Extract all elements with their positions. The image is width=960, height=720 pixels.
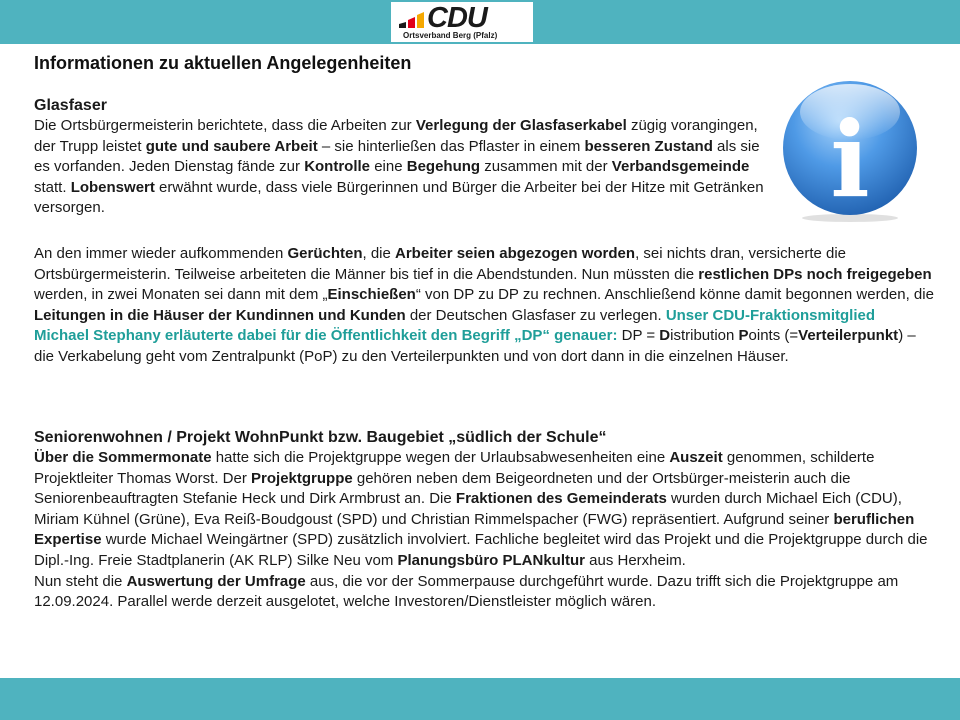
text-run: “ von DP zu DP zu rechnen. Anschließend könne damit begonnen werden, die: [415, 286, 934, 304]
text-run: – sie hinterließen das Pflaster in einem: [317, 137, 585, 155]
text-run: statt.: [34, 178, 71, 196]
bold-text: Auszeit: [669, 449, 723, 466]
seniorenwohnen-heading: Seniorenwohnen / Projekt WohnPunkt bzw. Baugebiet „südlich der Schule“: [34, 429, 607, 446]
bold-text: Kontrolle: [304, 158, 371, 176]
text-run: gehören neben dem Beigeordneten und der Ortsbürger-meisterin auch die Seniorenbeauftragten Stefanie Heck und Dirk Armbrust an. Die: [34, 469, 851, 508]
text-run: , sei nichts dran, versicherte die Ortsbürgermeisterin. Teilweise arbeiteten die Männer bis tief in die Abendstunden. Nun müssten die: [34, 245, 847, 283]
bold-text: Auswertung der Umfrage: [126, 572, 306, 590]
text-run: aus Herxheim.: [584, 551, 686, 569]
bold-text: gute und saubere Arbeit: [145, 137, 318, 155]
section-seniorenwohnen: [34, 427, 934, 613]
bold-text: Verteilerpunkt: [798, 327, 899, 345]
bold-text: Fraktionen des Gemeinderats: [455, 490, 667, 508]
text-run: Die Ortsbürgermeisterin berichtete, dass die Arbeiten zur: [34, 117, 416, 134]
bold-text: Lobenswert: [70, 178, 155, 196]
text-run: zusammen mit der: [480, 158, 612, 176]
text-run: wurden durch Michael Eich (CDU), Miriam Kühnel (Grüne), Eva Reiß-Boudgoust (SPD) und Christian Rimmelspacher (FWG) repräsentiert. Aufgrund seiner: [34, 490, 902, 528]
bold-text: D: [659, 327, 671, 345]
text-run: als sie es vorfanden. Jeden Dienstag fände zur: [34, 137, 760, 176]
seniorenwohnen-paragraph-1: [34, 449, 928, 569]
highlight-text: Unser CDU-Fraktionsmitglied Michael Stephany erläuterte dabei für die Öffentlichkeit den Begriff „DP“ genauer:: [34, 306, 876, 345]
glasfaser-paragraph-2: [34, 244, 934, 368]
bold-text: Gerüchten: [287, 245, 363, 262]
cdu-logo: [391, 2, 533, 42]
cdu-stripes-icon: [399, 10, 425, 28]
text-run: An den immer wieder aufkommenden: [34, 245, 288, 262]
glasfaser-heading: Glasfaser: [34, 97, 107, 114]
bold-text: Verbandsgemeinde: [611, 158, 750, 176]
text-run: werden, in zwei Monaten sei dann mit dem „: [34, 286, 328, 304]
bold-text: Verlegung der Glasfaserkabel: [415, 117, 627, 134]
bold-text: beruflichen Expertise: [34, 510, 915, 549]
bold-text: Arbeiter seien abgezogen worden: [395, 245, 636, 262]
text-run: erwähnt wurde, dass viele Bürgerinnen und Bürger die Arbeiter bei der Hitze mit Getränken versorgen.: [34, 178, 764, 217]
text-run: Nun steht die: [34, 572, 127, 590]
text-run: hatte sich die Projektgruppe wegen der Urlaubsabwesenheiten eine: [211, 449, 670, 466]
logo-brand: CDU: [427, 2, 487, 34]
text-run: oints (=: [748, 327, 799, 345]
text-run: , die: [362, 245, 396, 262]
bottom-bar: [0, 678, 960, 720]
text-run: zügig vorangingen, der Trupp leistet: [34, 117, 758, 155]
info-icon: [781, 78, 919, 223]
info-glyph: i: [830, 98, 870, 221]
bold-text: besseren Zustand: [584, 137, 713, 155]
seniorenwohnen-paragraph-2: [34, 573, 898, 611]
text-run: eine: [370, 158, 407, 176]
text-run: genommen, schilderte Projektleiter Thomas Worst. Der: [34, 449, 875, 487]
section-glasfaser: [34, 95, 774, 219]
text-run: DP =: [617, 327, 660, 345]
bold-text: P: [738, 327, 749, 345]
bold-text: Begehung: [406, 158, 481, 176]
bold-text: Über die Sommermonate: [34, 449, 212, 466]
bold-text: Planungsbüro PLANkultur: [397, 551, 585, 569]
text-run: wurde Michael Weingärtner (SPD) zusätzlich involviert. Fachliche begleitet wird das Projekt und die Projektgruppe durch die Dipl.-Ing. Freie Stadtplanerin (AK RLP) Silke Neu vom: [34, 531, 928, 569]
bold-text: Projektgruppe: [251, 469, 353, 487]
text-run: ) – die Verkabelung geht vom Zentralpunkt (PoP) zu den Verteilerpunkten und von dort dann in die einzelnen Häuser.: [34, 327, 916, 365]
text-run: der Deutschen Glasfaser zu verlegen.: [405, 306, 666, 324]
page-title: Informationen zu aktuellen Angelegenheiten: [34, 53, 412, 73]
bold-text: Leitungen in die Häuser der Kundinnen und Kunden: [34, 306, 406, 324]
logo-subtitle: Ortsverband Berg (Pfalz): [403, 31, 498, 40]
glasfaser-paragraph-1: [34, 117, 764, 216]
bold-text: restlichen DPs noch freigegeben: [698, 265, 932, 283]
text-run: aus, die vor der Sommerpause durchgeführt wurde. Dazu trifft sich die Projektgruppe am 12.09.2024. Parallel werde derzeit ausgelotet, welche Investoren/Dienstleister möglich wären.: [34, 572, 899, 611]
text-run: istribution: [670, 327, 739, 345]
bold-text: Einschießen: [327, 286, 416, 304]
